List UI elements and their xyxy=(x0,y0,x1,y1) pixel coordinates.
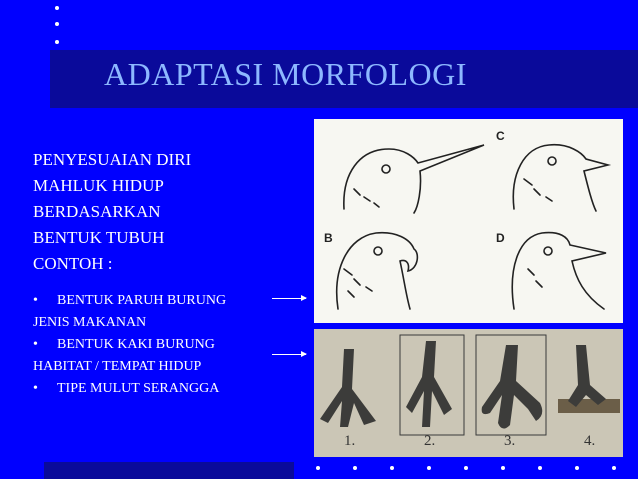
decor-dot xyxy=(55,6,59,10)
decor-dot xyxy=(353,466,357,470)
decor-dot xyxy=(55,22,59,26)
bullet-text: TIPE MULUT SERANGGA xyxy=(57,381,220,396)
bottom-bar xyxy=(44,462,294,479)
panel-label: 1. xyxy=(344,433,356,449)
bullet-item xyxy=(33,334,226,356)
bullet-sub: JENIS MAKANAN xyxy=(33,315,147,330)
panel-label: 2. xyxy=(424,433,436,449)
panel-label: 3. xyxy=(504,433,516,449)
panel-label: 4. xyxy=(584,433,596,449)
decor-dot xyxy=(316,466,320,470)
text-line: MAHLUK HIDUP xyxy=(33,176,164,195)
decor-dot xyxy=(575,466,579,470)
decor-dot xyxy=(55,40,59,44)
arrow-to-feet xyxy=(272,354,306,355)
text-line: CONTOH : xyxy=(33,254,113,273)
panel-label: C xyxy=(496,129,505,143)
decor-dot xyxy=(501,466,505,470)
panel-label: B xyxy=(324,231,333,245)
decor-dot xyxy=(464,466,468,470)
slide-title: ADAPTASI MORFOLOGI xyxy=(104,56,467,92)
panel-label: D xyxy=(496,231,505,245)
bird-feet-image xyxy=(314,329,623,457)
intro-text xyxy=(33,147,191,277)
text-line: BENTUK TUBUH xyxy=(33,228,165,247)
bird-heads-image xyxy=(314,119,623,323)
bullet-list xyxy=(33,290,226,400)
decor-dot xyxy=(390,466,394,470)
bullet-text: BENTUK KAKI BURUNG xyxy=(57,337,215,352)
bullet-mark: • xyxy=(33,381,38,396)
bullet-mark: • xyxy=(33,293,38,308)
text-line: BERDASARKAN xyxy=(33,202,161,221)
bullet-sub: HABITAT / TEMPAT HIDUP xyxy=(33,359,202,374)
decor-dot xyxy=(538,466,542,470)
bird-feet-drawing xyxy=(314,329,623,457)
decor-dot xyxy=(612,466,616,470)
text-line: PENYESUAIAN DIRI xyxy=(33,150,192,169)
arrow-to-beaks xyxy=(272,298,306,299)
bullet-item xyxy=(33,378,226,400)
decor-dot xyxy=(427,466,431,470)
bird-heads-drawing xyxy=(314,119,623,323)
bullet-mark: • xyxy=(33,337,38,352)
bullet-item xyxy=(33,290,226,312)
bullet-text: BENTUK PARUH BURUNG xyxy=(57,293,227,308)
